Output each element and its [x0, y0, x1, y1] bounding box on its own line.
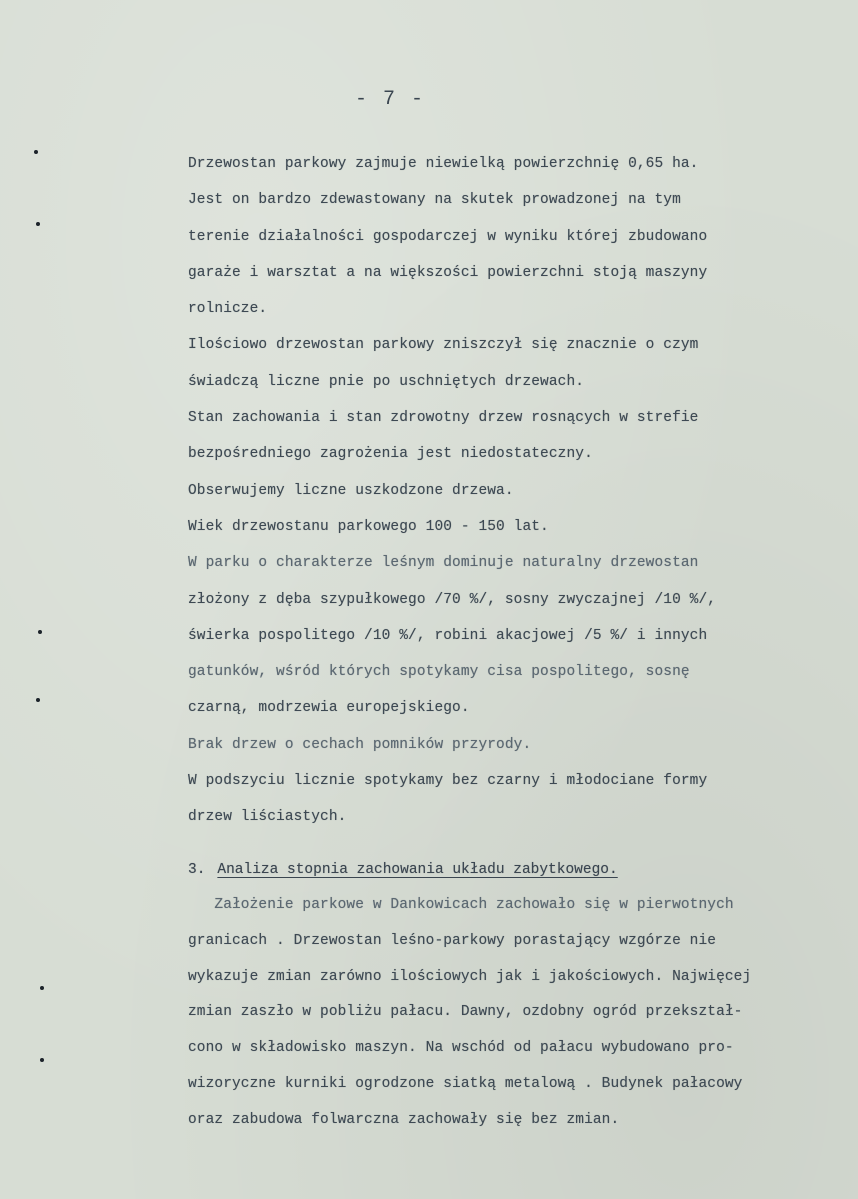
text-line: świadczą liczne pnie po uschniętych drzewach.	[188, 373, 585, 390]
text-line: garaże i warsztat a na większości powierzchni stoją maszyny	[188, 264, 708, 281]
text-line: Jest on bardzo zdewastowany na skutek prowadzonej na tym	[188, 192, 681, 209]
text-line: W podszyciu licznie spotykamy bez czarny i młodociane formy	[188, 773, 708, 790]
text-line: złożony z dęba szypułkowego /70 %/, sosny zwyczajnej /10 %/,	[188, 591, 717, 608]
text-line: czarną, modrzewia europejskiego.	[188, 700, 470, 717]
margin-mark	[38, 630, 42, 634]
margin-mark	[40, 1058, 44, 1062]
text-line: W parku o charakterze leśnym dominuje naturalny drzewostan	[188, 555, 699, 572]
text-line: Stan zachowania i stan zdrowotny drzew rosnących w strefie	[188, 410, 699, 427]
text-line: świerka pospolitego /10 %/, robini akacjowej /5 %/ i innych	[188, 627, 708, 644]
text-line: Wiek drzewostanu parkowego 100 - 150 lat.	[188, 518, 549, 535]
section-3	[188, 852, 848, 1139]
section-number: 3.	[188, 862, 206, 878]
page-number: - 7 -	[354, 88, 425, 111]
margin-mark	[36, 698, 40, 702]
margin-mark	[36, 222, 40, 226]
section-heading	[188, 852, 848, 888]
text-line: bezpośredniego zagrożenia jest niedostateczny.	[188, 446, 593, 463]
text-line: drzew liściastych.	[188, 809, 347, 826]
text-line: wykazuje zmian zarówno ilościowych jak i jakościowych. Najwięcej	[188, 968, 752, 985]
text-line: zmian zaszło w pobliżu pałacu. Dawny, ozdobny ogród przekształ-	[188, 1004, 743, 1021]
text-line: Ilościowo drzewostan parkowy zniszczył się znacznie o czym	[188, 337, 699, 354]
text-line: terenie działalności gospodarczej w wyniku której zbudowano	[188, 228, 708, 245]
margin-mark	[40, 986, 44, 990]
text-line: cono w składowisko maszyn. Na wschód od pałacu wybudowano pro-	[188, 1040, 734, 1057]
text-line: gatunków, wśród których spotykamy cisa pospolitego, sosnę	[188, 664, 690, 681]
text-line: oraz zabudowa folwarczna zachowały się bez zmian.	[188, 1111, 620, 1128]
section-title: Analiza stopnia zachowania układu zabytkowego.	[217, 862, 618, 878]
body-paragraph	[188, 146, 828, 836]
text-line: Brak drzew o cechach pomników przyrody.	[188, 736, 532, 753]
margin-mark	[34, 150, 38, 154]
text-line: wizoryczne kurniki ogrodzone siatką metalową . Budynek pałacowy	[188, 1075, 743, 1092]
text-line: granicach . Drzewostan leśno-parkowy porastający wzgórze nie	[188, 932, 717, 949]
text-line: Założenie parkowe w Dankowicach zachowało się w pierwotnych	[188, 897, 734, 913]
text-line: Drzewostan parkowy zajmuje niewielką powierzchnię 0,65 ha.	[188, 156, 699, 172]
text-line: rolnicze.	[188, 301, 268, 318]
text-line: Obserwujemy liczne uszkodzone drzewa.	[188, 482, 514, 499]
